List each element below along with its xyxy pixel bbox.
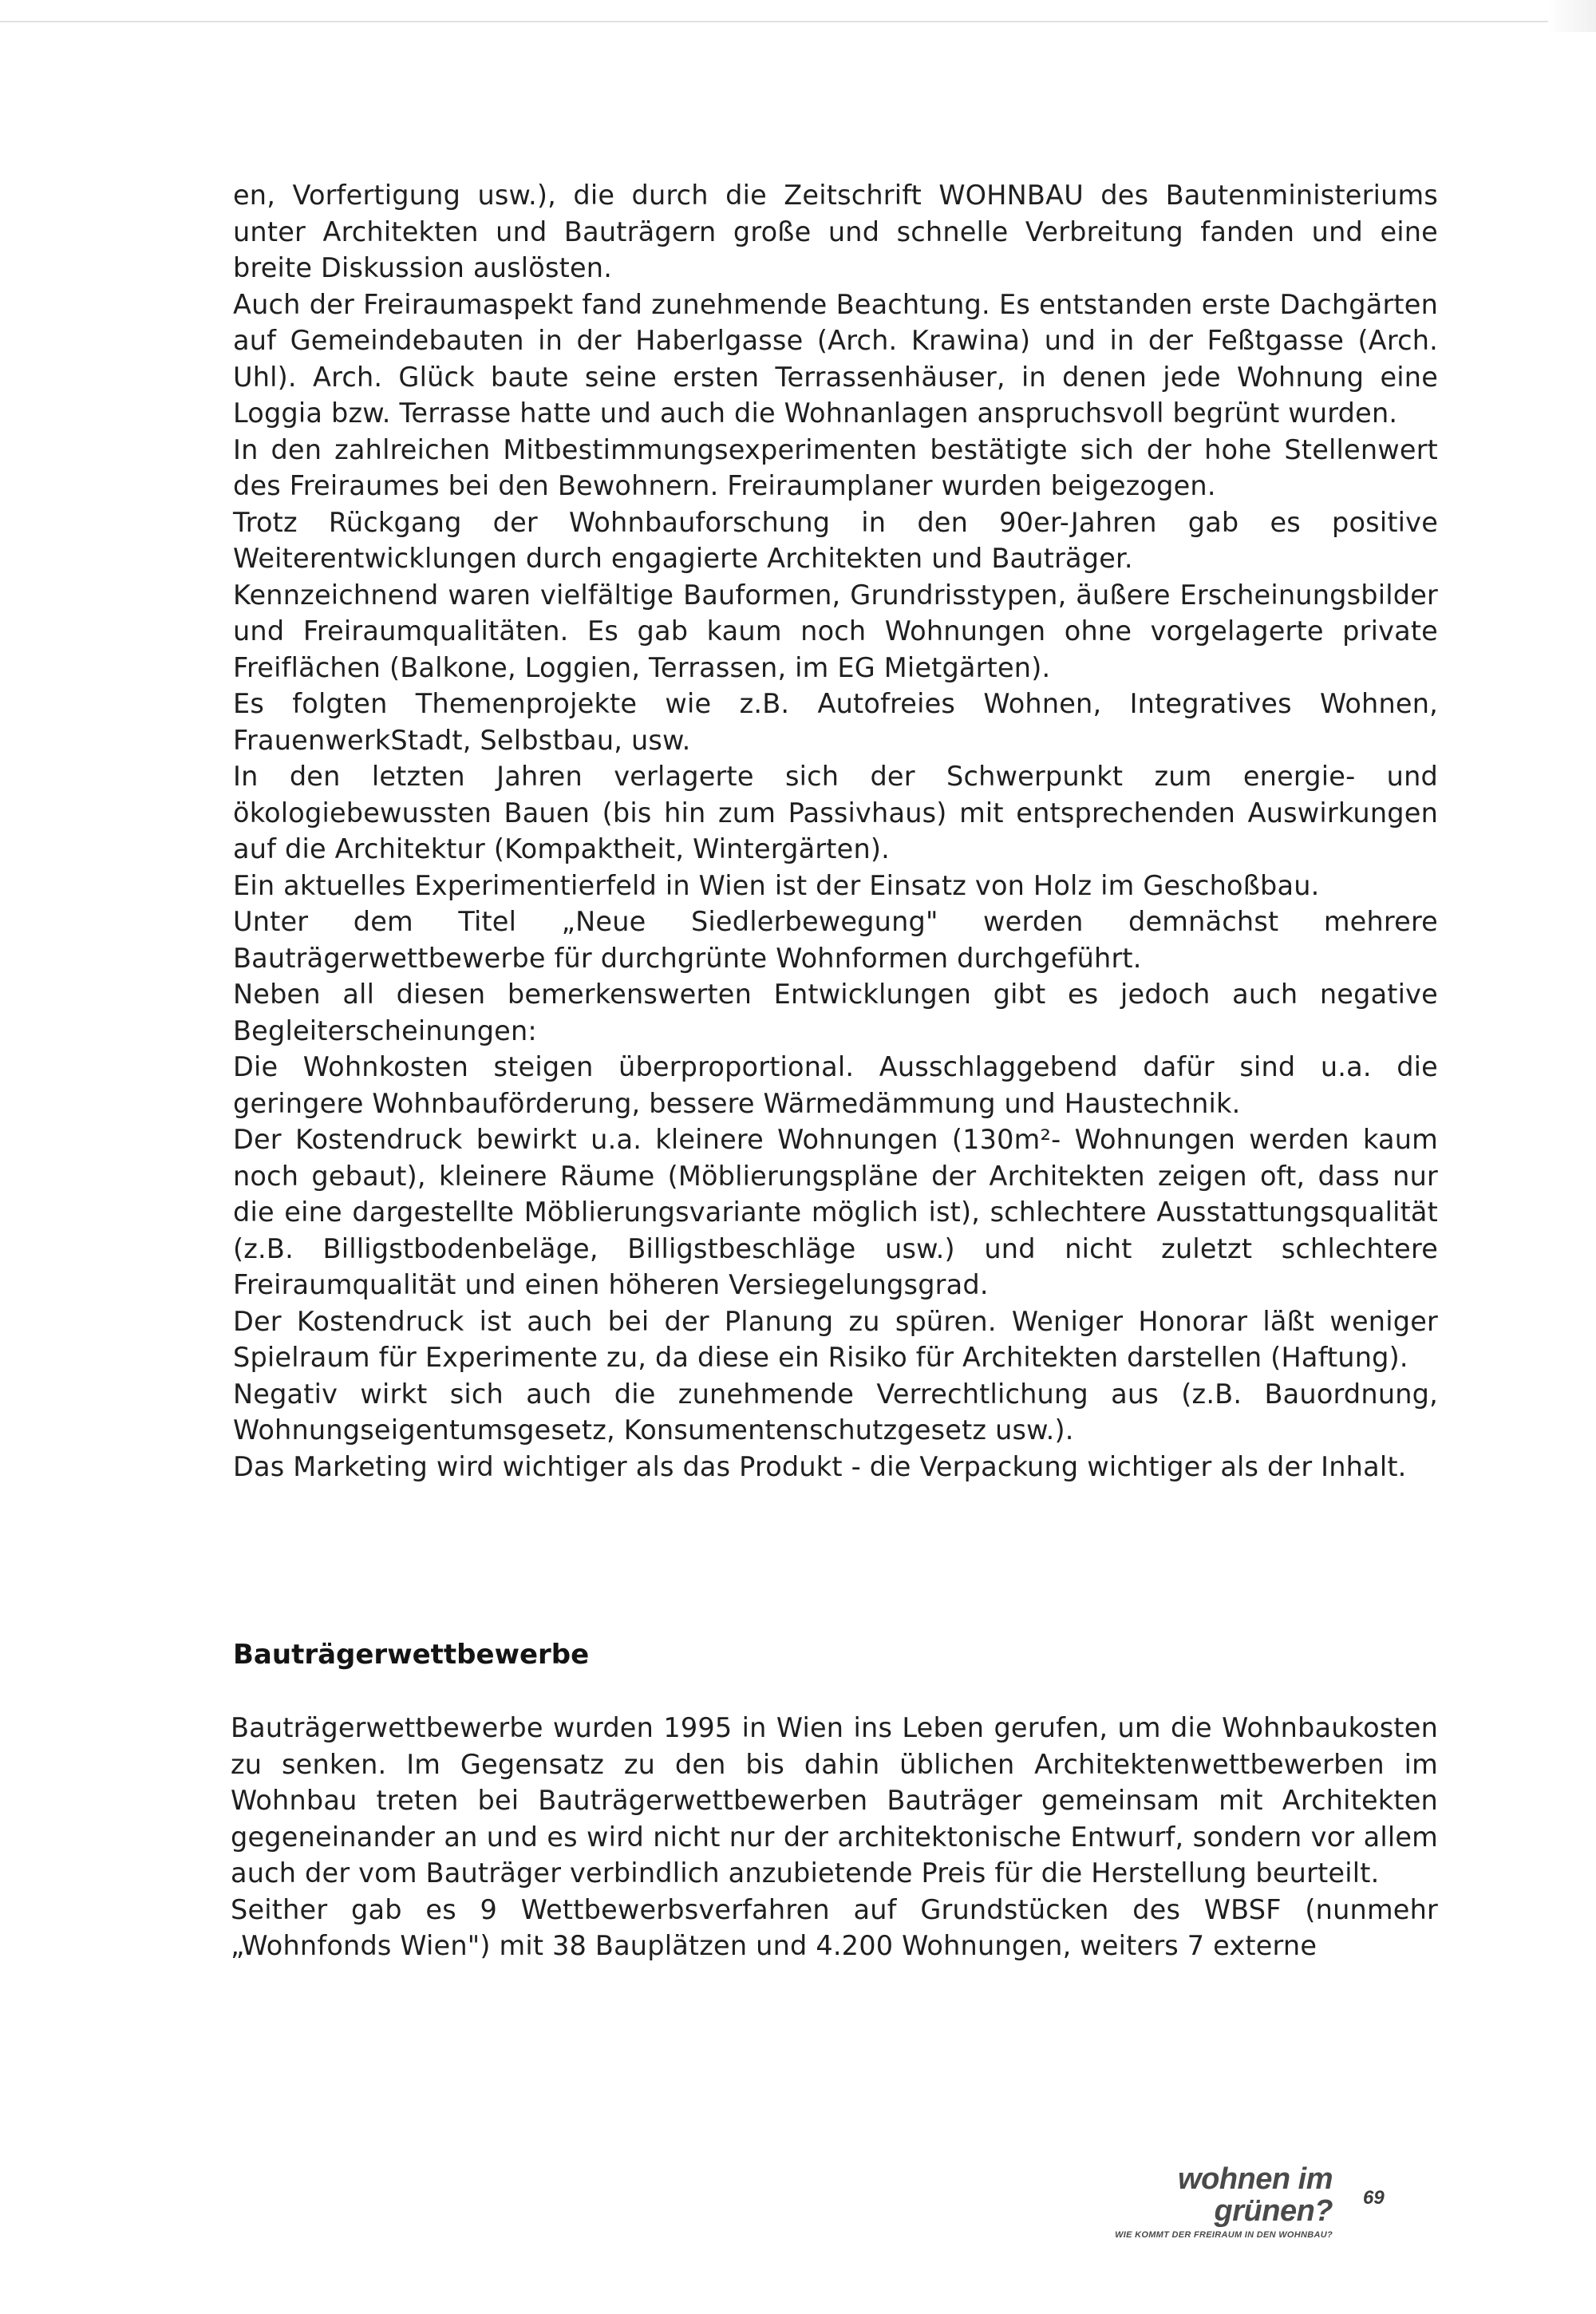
paragraph: In den zahlreichen Mitbestimmungsexperimenten bestätigte sich der hohe Stellenwert des Freiraumes bei den Bewohnern. Freiraumplaner wurden beigezogen. <box>233 433 1438 501</box>
paragraph: Neben all diesen bemerkenswerten Entwicklungen gibt es jedoch auch negative Begleiterscheinungen: <box>233 979 1438 1046</box>
paragraph: Negativ wirkt sich auch die zunehmende Verrechtlichung aus (z.B. Bauordnung, Wohnungseigentumsgesetz, Konsumentenschutzgesetz usw.). <box>233 1378 1438 1446</box>
paragraph: Trotz Rückgang der Wohnbauforschung in den 90er-Jahren gab es positive Weiterentwicklungen durch engagierte Architekten und Bauträger. <box>233 506 1438 574</box>
publication-logo <box>1053 2163 1333 2241</box>
paragraph: Das Marketing wird wichtiger als das Produkt - die Verpackung wichtiger als der Inhalt. <box>233 1450 1407 1482</box>
paragraph: Es folgten Themenprojekte wie z.B. Autofreies Wohnen, Integratives Wohnen, FrauenwerkStadt, Selbstbau, usw. <box>233 688 1438 756</box>
paragraph: Kennzeichnend waren vielfältige Bauformen, Grundrisstypen, äußere Erscheinungsbilder und Freiraumqualitäten. Es gab kaum noch Wohnungen ohne vorgelagerte private Freiflächen (Balkone, Loggien, Terrassen, im EG Mietgärten). <box>233 579 1438 683</box>
paragraph: en, Vorfertigung usw.), die durch die Zeitschrift WOHNBAU des Bautenministeriums unter Architekten und Bauträgern große und schnelle Verbreitung fanden und eine breite Diskussion auslösten. <box>233 180 1438 283</box>
paragraph: Der Kostendruck bewirkt u.a. kleinere Wohnungen (130m²- Wohnungen werden kaum noch gebaut), kleinere Räume (Möblierungspläne der Architekten zeigen oft, dass nur die eine dargestellte Möblierungsvariante möglich ist), schlechtere Ausstattungsqualität (z.B. Billigstbodenbeläge, Billigstbeschläge usw.) und nicht zuletzt schlechtere Freiraumqualität und einen höheren Versiegelungsgrad. <box>233 1124 1438 1300</box>
paragraph: In den letzten Jahren verlagerte sich der Schwerpunkt zum energie- und ökologiebewussten Bauen (bis hin zum Passivhaus) mit entsprechenden Auswirkungen auf die Architektur (Kompaktheit, Wintergärten). <box>233 761 1438 864</box>
paragraph: Ein aktuelles Experimentierfeld in Wien ist der Einsatz von Holz im Geschoßbau. <box>233 869 1320 901</box>
publication-title: wohnen im grünen? <box>1178 2162 1333 2228</box>
page-number: 69 <box>1363 2187 1385 2209</box>
section-body <box>231 1710 1438 1964</box>
publication-subtitle: WIE KOMMT DER FREIRAUM IN DEN WOHNBAU? <box>1115 2230 1333 2240</box>
top-edge-rule <box>0 21 1596 22</box>
section-paragraph: Seither gab es 9 Wettbewerbsverfahren auf Grundstücken des WBSF (nunmehr „Wohnfonds Wien") mit 38 Bauplätzen und 4.200 Wohnungen, weiters 7 externe <box>231 1893 1438 1961</box>
section-paragraph: Bauträgerwettbewerbe wurden 1995 in Wien ins Leben gerufen, um die Wohnbaukosten zu senken. Im Gegensatz zu den bis dahin üblichen Architektenwettbewerben im Wohnbau treten bei Bauträgerwettbewerben Bauträger gemeinsam mit Architekten gegeneinander an und es wird nicht nur der architektonische Entwurf, sondern vor allem auch der vom Bauträger verbindlich anzubietende Preis für die Herstellung beurteilt. <box>231 1712 1438 1889</box>
section-heading: Bauträgerwettbewerbe <box>233 1639 590 1671</box>
scan-corner-shade <box>1548 0 1596 32</box>
paragraph: Der Kostendruck ist auch bei der Planung zu spüren. Weniger Honorar läßt weniger Spielraum für Experimente zu, da diese ein Risiko für Architekten darstellen (Haftung). <box>233 1305 1438 1373</box>
paragraph: Die Wohnkosten steigen überproportional. Ausschlaggebend dafür sind u.a. die geringere Wohnbauförderung, bessere Wärmedämmung und Haustechnik. <box>233 1051 1438 1119</box>
paragraph: Auch der Freiraumaspekt fand zunehmende Beachtung. Es entstanden erste Dachgärten auf Gemeindebauten in der Haberlgasse (Arch. Krawina) und in der Feßtgasse (Arch. Uhl). Arch. Glück baute seine ersten Terrassenhäuser, in denen jede Wohnung eine Loggia bzw. Terrasse hatte und auch die Wohnanlagen anspruchsvoll begrünt wurden. <box>233 288 1438 429</box>
body-text <box>233 177 1438 1485</box>
paragraph: Unter dem Titel „Neue Siedlerbewegung" werden demnächst mehrere Bauträgerwettbewerbe für durchgrünte Wohnformen durchgeführt. <box>233 906 1438 974</box>
